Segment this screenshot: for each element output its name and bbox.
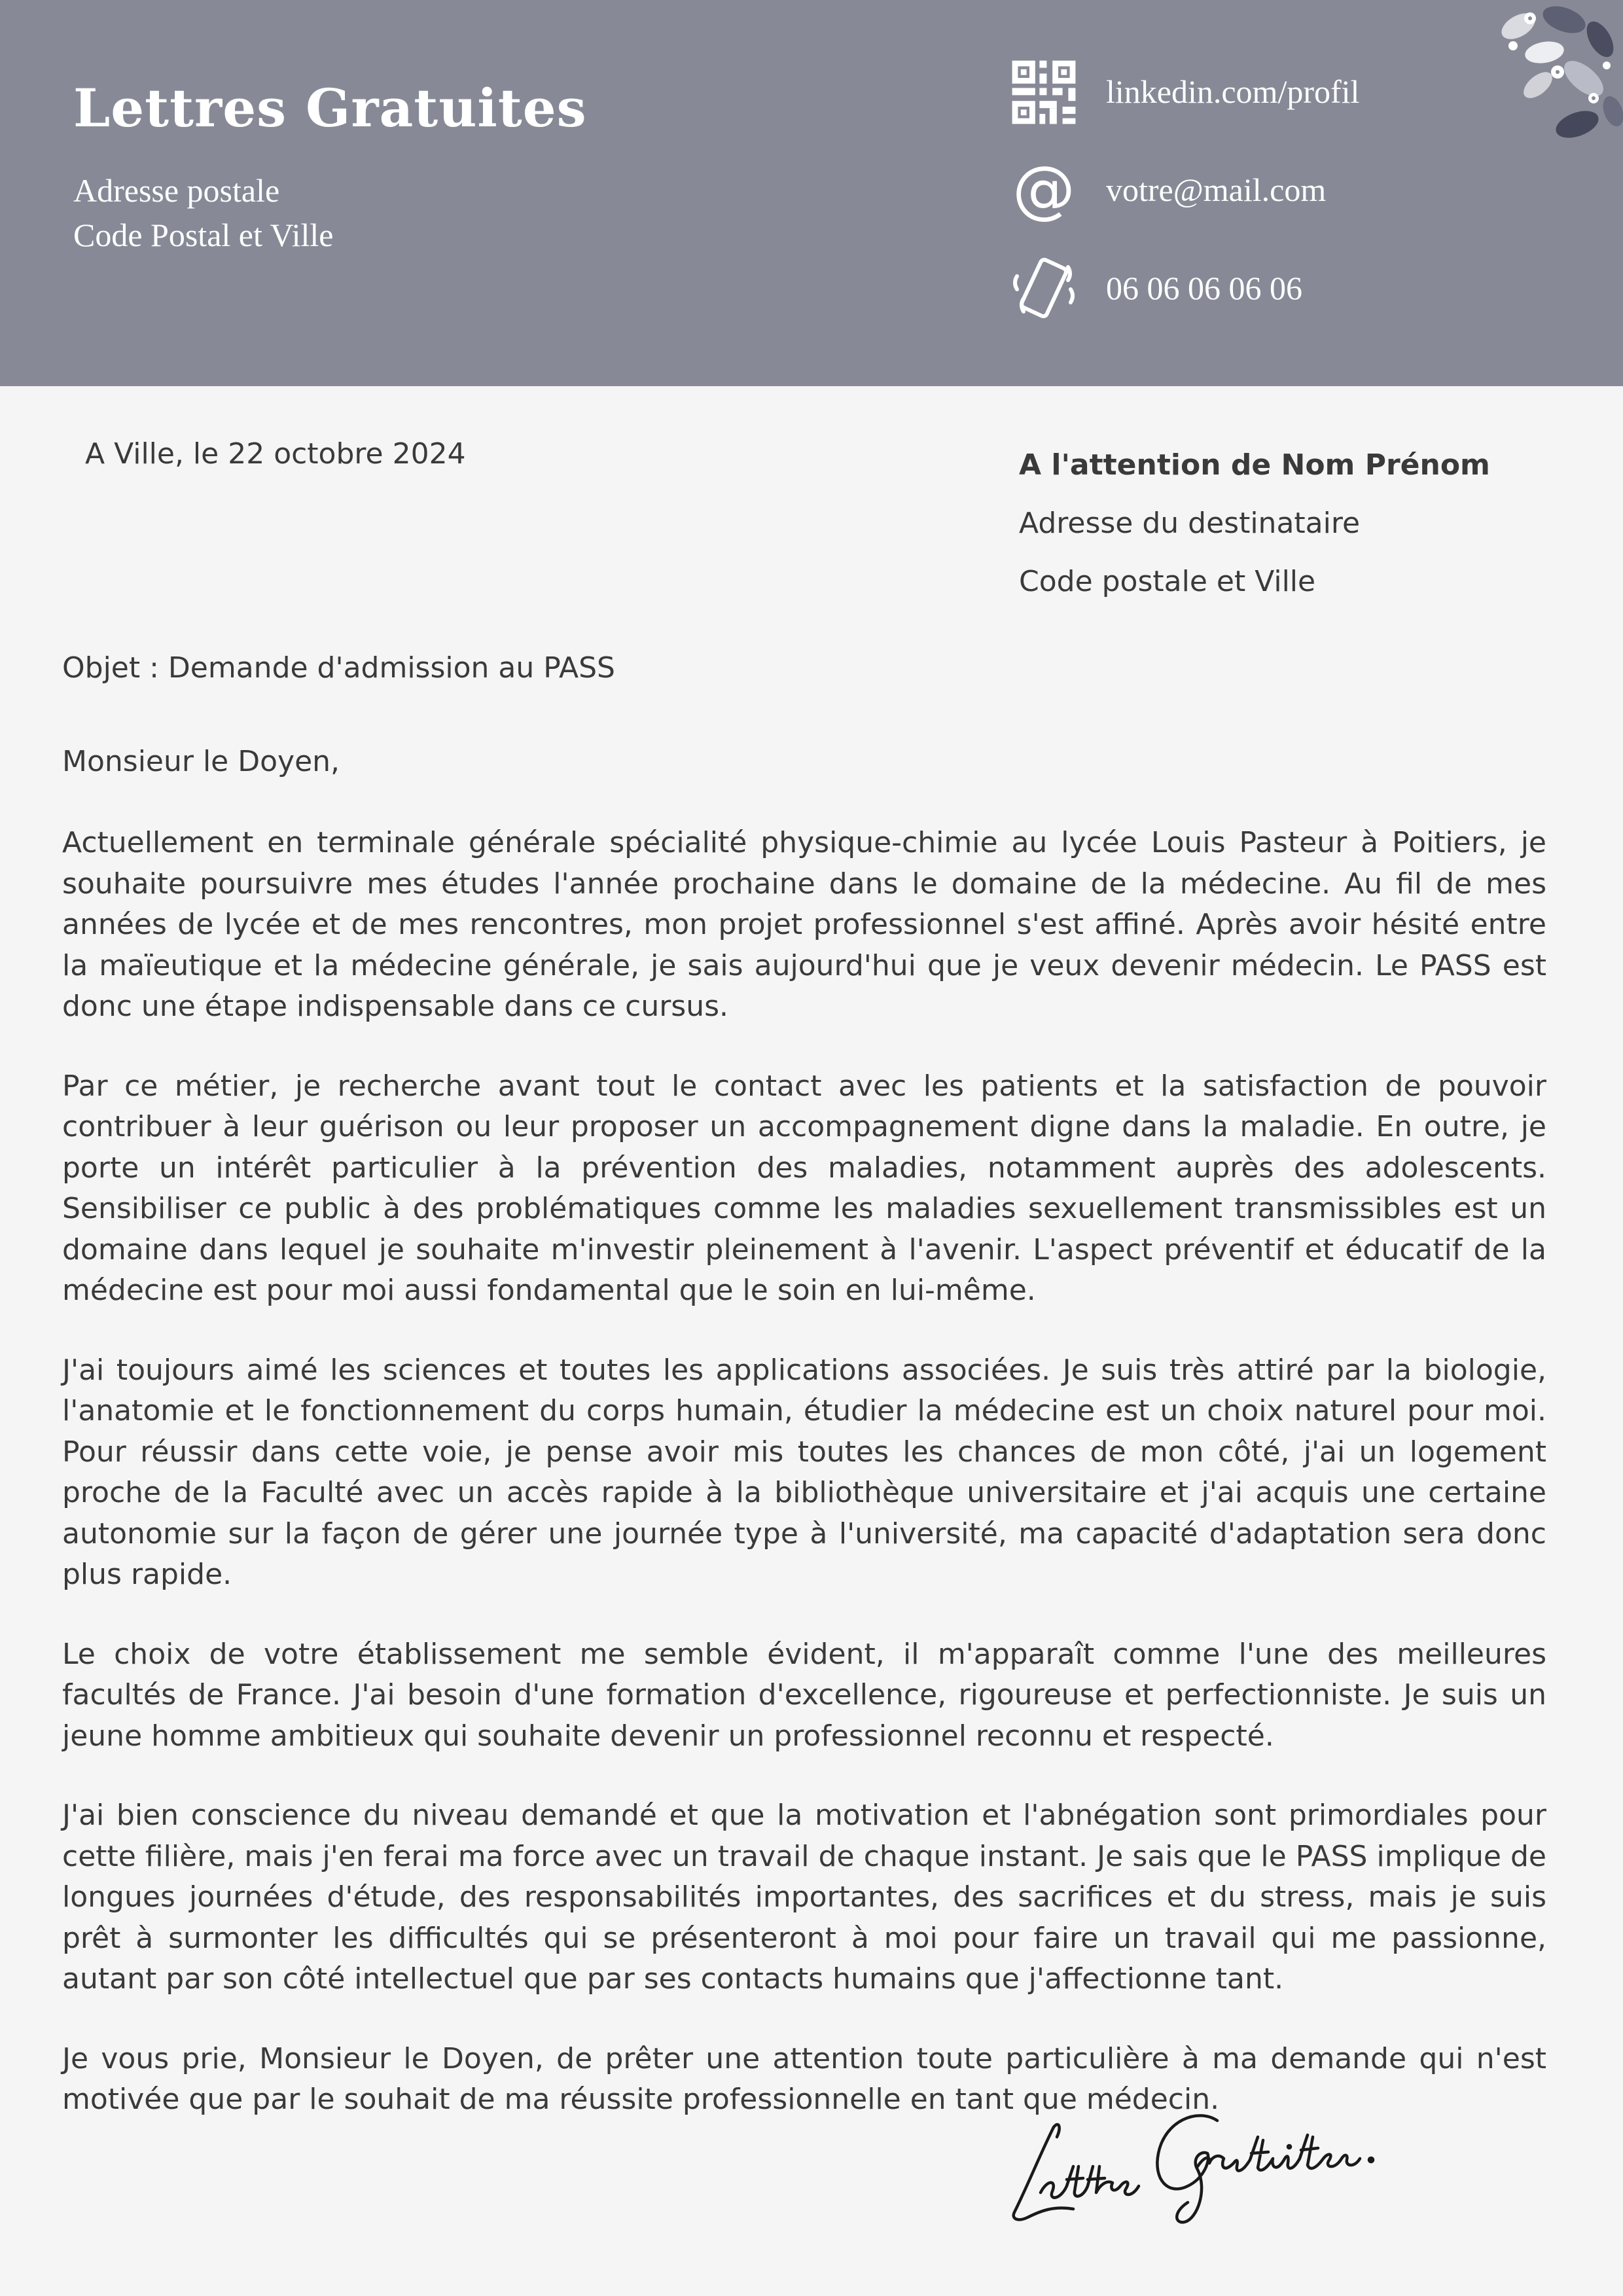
letter-body bbox=[62, 648, 1546, 2159]
sender-address-line2: Code Postal et Ville bbox=[73, 217, 334, 253]
contact-phone-text: 06 06 06 06 06 bbox=[1106, 270, 1302, 306]
letter-paragraph: J'ai toujours aimé les sciences et toutes les applications associées. Je suis très attiré par la biologie, l'anatomie et le fonctionnement du corps humain, étudier la médecine est un choix naturel pour moi. Pour réussir dans cette voie, je pense avoir mis toutes les chances de mon côté, j'ai un logement proche de la Faculté avec un accès rapide à la bibliothèque universitaire et j'ai acquis une certaine autonomie sur la façon de gérer une journée type à l'université, ma capacité d'adaptation sera donc plus rapide. bbox=[62, 1353, 1546, 1591]
contact-email-text: votre@mail.com bbox=[1106, 171, 1327, 208]
at-sign-icon bbox=[1008, 154, 1080, 226]
letter-salutation: Monsieur le Doyen, bbox=[62, 744, 340, 778]
svg-text:@: @ bbox=[1012, 154, 1075, 226]
letter-paragraph: Actuellement en terminale générale spécialité physique-chimie au lycée Louis Pasteur à Poitiers, je souhaite poursuivre mes études l'année prochaine dans le domaine de la médecine. Au fil de mes années de lycée et de mes rencontres, mon projet professionnel s'est affiné. Après avoir hésité entre la maïeutique et la médecine générale, je sais aujourd'hui que je veux devenir médecin. Le PASS est donc une étape indispensable dans ce cursus. bbox=[62, 826, 1546, 1023]
floral-decoration-icon bbox=[1472, 0, 1623, 151]
letter-paragraph: Je vous prie, Monsieur le Doyen, de prêter une attention toute particulière à ma demande qui n'est motivée que par le souhait de ma réussite professionnelle en tant que médecin. bbox=[62, 2041, 1546, 2116]
qr-code-icon bbox=[1008, 56, 1080, 128]
sender-name: Lettres Gratuites bbox=[73, 77, 587, 139]
letter-object: Objet : Demande d'admission au PASS bbox=[62, 651, 615, 685]
recipient-name: A l'attention de Nom Prénom bbox=[1019, 448, 1490, 482]
header-banner bbox=[0, 0, 1623, 386]
phone-icon bbox=[1008, 253, 1080, 325]
recipient-address-line1: Adresse du destinataire bbox=[1019, 507, 1361, 540]
contact-linkedin-text: linkedin.com/profil bbox=[1106, 73, 1360, 110]
recipient-block bbox=[1019, 436, 1490, 611]
letter-date: A Ville, le 22 octobre 2024 bbox=[85, 437, 466, 471]
handwritten-signature bbox=[1001, 2081, 1381, 2238]
contact-linkedin[interactable] bbox=[1008, 56, 1505, 128]
contact-email[interactable] bbox=[1008, 154, 1505, 226]
letter-paragraph: J'ai bien conscience du niveau demandé et que la motivation et l'abnégation sont primordiales pour cette filière, mais j'en ferai ma force avec un travail de chaque instant. Je sais que le PASS implique de longues journées d'étude, des responsabilités importantes, des sacrifices et du stress, mais je suis prêt à surmonter les difficultés qui se présenteront à moi pour faire un travail qui me passionne, autant par son côté intellectuel que par ses contacts humains que j'affectionne tant. bbox=[62, 1799, 1546, 1996]
contact-phone[interactable] bbox=[1008, 253, 1505, 325]
recipient-address-line2: Code postale et Ville bbox=[1019, 565, 1316, 598]
letter-paragraph: Par ce métier, je recherche avant tout le contact avec les patients et la satisfaction de pouvoir contribuer à leur guérison ou leur proposer un accompagnement digne dans la maladie. En outre, je porte un intérêt particulier à la prévention des maladies, notamment auprès des adolescents. Sensibiliser ce public à des problématiques comme les maladies sexuellement transmissibles est un domaine dans lequel je souhaite m'investir pleinement à l'avenir. L'aspect préventif et éducatif de la médecine est pour moi aussi fondamental que le soin en lui-même. bbox=[62, 1069, 1546, 1307]
letter-paragraph: Le choix de votre établissement me semble évident, il m'apparaît comme l'une des meilleures facultés de France. J'ai besoin d'une formation d'excellence, rigoureuse et perfectionniste. Je suis un jeune homme ambitieux qui souhaite devenir un professionnel reconnu et respecté. bbox=[62, 1637, 1546, 1753]
sender-address-line1: Adresse postale bbox=[73, 172, 280, 209]
